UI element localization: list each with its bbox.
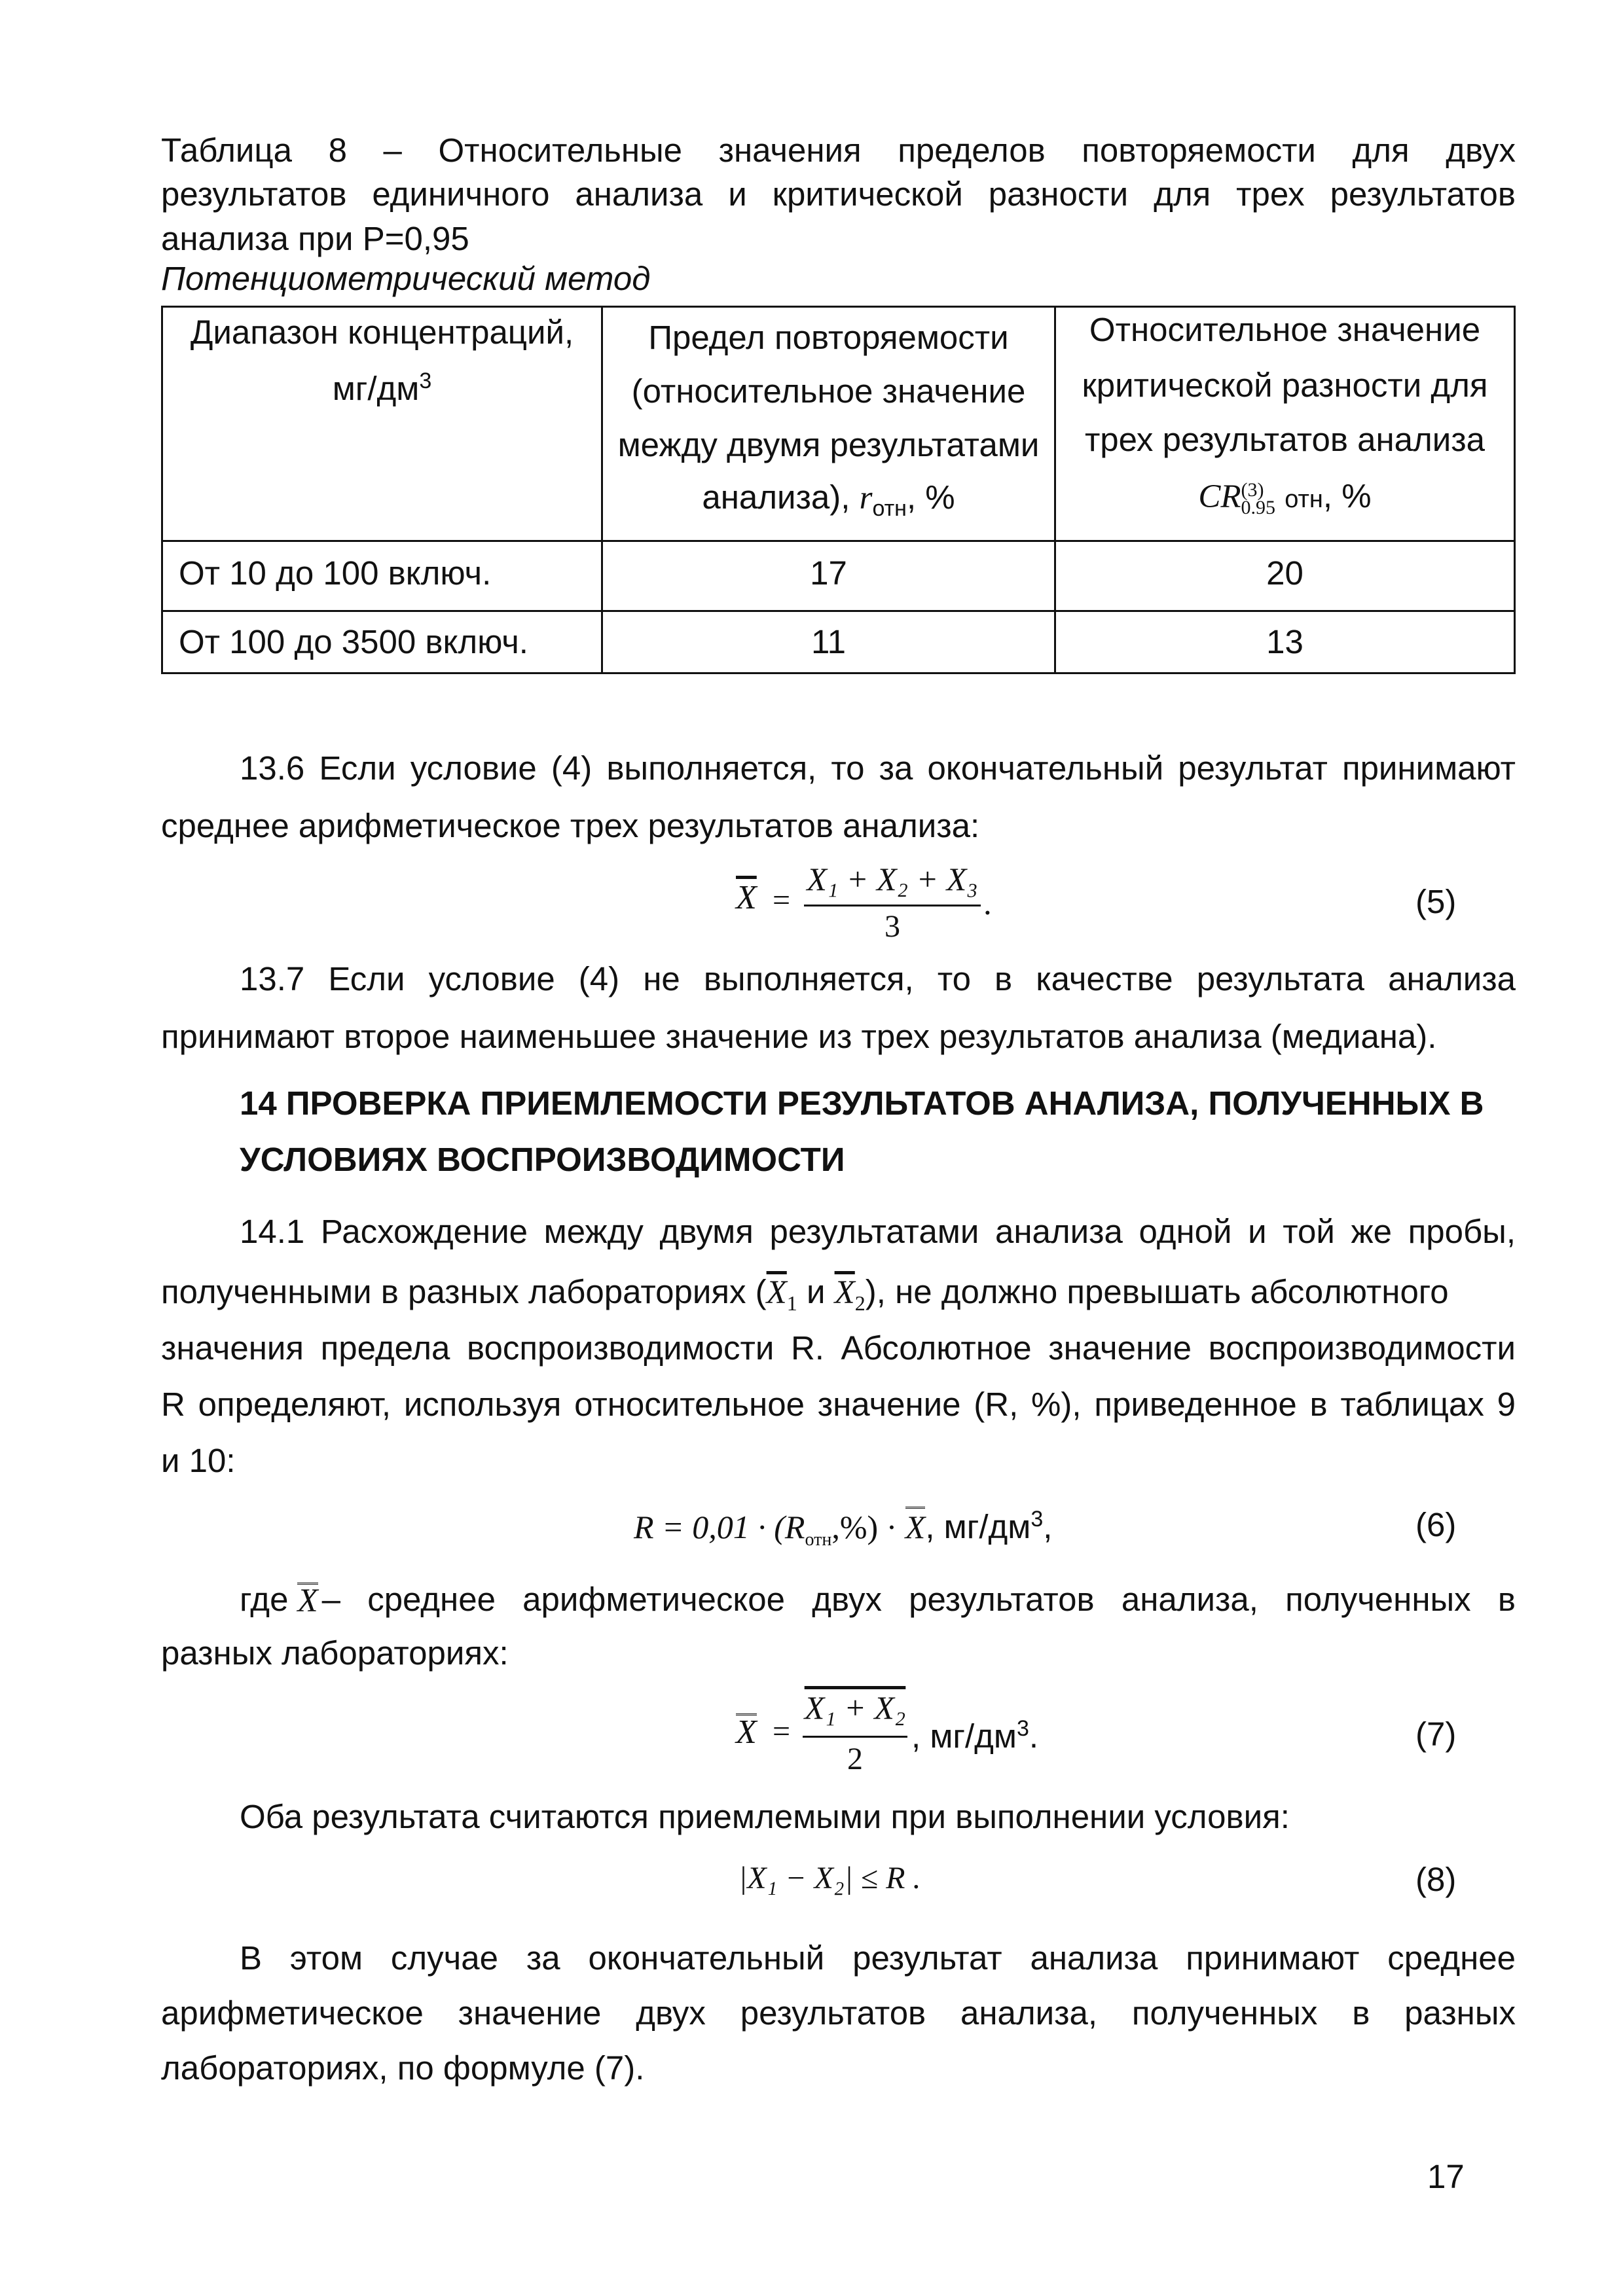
eq7-numerator: X₁ + X₂ xyxy=(804,1689,906,1726)
final-paragraph-line-2: арифметическое значение двух результатов анализа, полученных в разных xyxy=(161,1994,1516,2032)
table-divider xyxy=(163,610,1514,612)
section-heading-line-2: УСЛОВИЯХ ВОСПРОИЗВОДИМОСТИ xyxy=(240,1141,845,1178)
method-title: Потенциометрический метод xyxy=(161,260,651,297)
eq6-expression: $R = 0,01 \cdot (R_{отн},\%) \cdot X$, $мг/дм^3$, xyxy=(634,1507,1053,1551)
eq7-denominator: 2 xyxy=(847,1742,863,1776)
header-repeatability-line-4: анализа), $r_{отн}$, % xyxy=(702,478,955,522)
where-line-1: где X – среднее арифметическое двух результатов анализа, полученных в xyxy=(240,1581,1516,1619)
table-cell-range: От 100 до 3500 включ. xyxy=(179,623,528,660)
table-cell-critical: 13 xyxy=(1266,623,1304,660)
eq8-label: (8) xyxy=(1415,1861,1457,1898)
header-critical-line-2: критической разности для xyxy=(1082,367,1488,404)
header-critical-line-1: Относительное значение xyxy=(1089,311,1481,348)
eq7-label: (7) xyxy=(1415,1715,1457,1753)
table-cell-critical: 20 xyxy=(1266,554,1304,592)
eq7-lhs: X xyxy=(736,1713,757,1751)
eq5-punct: . xyxy=(983,886,992,922)
table-caption-line-3: анализа при Р=0,95 xyxy=(161,220,469,257)
repeatability-table xyxy=(161,306,1516,674)
paragraph-13-6-line-1: 13.6 Если условие (4) выполняется, то за окончательный результат принимают xyxy=(240,749,1516,787)
paragraph-13-7-line-1: 13.7 Если условие (4) не выполняется, то в качестве результата анализа xyxy=(240,960,1516,997)
eq5-denominator: 3 xyxy=(884,909,900,944)
page-number: 17 xyxy=(1427,2158,1465,2195)
where-line-2: разных лабораториях: xyxy=(161,1634,509,1672)
table-cell-range: От 10 до 100 включ. xyxy=(179,554,492,592)
header-critical-line-4: CR (3) 0.95 отн, % xyxy=(1198,477,1372,518)
eq7-unit: , $мг/дм^3$. xyxy=(911,1716,1039,1755)
table-caption-line-1: Таблица 8 – Относительные значения пределов повторяемости для двух xyxy=(161,132,1516,169)
header-range-line-1: Диапазон концентраций, xyxy=(190,314,574,351)
header-range-unit: $мг/дм^3$ xyxy=(332,368,432,407)
header-critical-line-3: трех результатов анализа xyxy=(1084,421,1486,458)
header-repeatability-line-1: Предел повторяемости xyxy=(648,319,1009,356)
table-cell-repeatability: 17 xyxy=(810,554,847,592)
section-heading-line-1: 14 ПРОВЕРКА ПРИЕМЛЕМОСТИ РЕЗУЛЬТАТОВ АНАЛИЗА, ПОЛУЧЕННЫХ В xyxy=(240,1085,1484,1122)
paragraph-14-1-line-1: 14.1 Расхождение между двумя результатами анализа одной и той же пробы, xyxy=(240,1213,1516,1250)
eq7-equals: = xyxy=(773,1714,791,1749)
eq7-fraction-bar xyxy=(803,1736,907,1738)
acceptance-text: Оба результата считаются приемлемыми при выполнении условия: xyxy=(240,1798,1290,1835)
final-paragraph-line-3: лабораториях, по формуле (7). xyxy=(161,2049,645,2087)
final-paragraph-line-1: В этом случае за окончательный результат анализа принимают среднее xyxy=(240,1939,1516,1977)
paragraph-14-1-line-5: и 10: xyxy=(161,1442,236,1479)
table-cell-repeatability: 11 xyxy=(811,623,846,660)
paragraph-13-6-line-2: среднее арифметическое трех результатов анализа: xyxy=(161,807,980,844)
header-repeatability-line-2: (относительное значение xyxy=(631,372,1026,410)
eq5-fraction-bar xyxy=(804,905,981,906)
header-repeatability-line-3: между двумя результатами xyxy=(617,426,1040,463)
eq6-label: (6) xyxy=(1415,1506,1457,1543)
eq5-equals: = xyxy=(773,883,791,918)
eq8-expression: |X₁ − X₂| ≤ R . xyxy=(739,1861,921,1895)
paragraph-14-1-line-3: значения предела воспроизводимости R. Абсолютное значение воспроизводимости xyxy=(161,1329,1516,1367)
eq5-label: (5) xyxy=(1415,883,1457,920)
table-caption-line-2: результатов единичного анализа и критической разности для трех результатов xyxy=(161,175,1516,213)
paragraph-13-7-line-2: принимают второе наименьшее значение из трех результатов анализа (медиана). xyxy=(161,1018,1437,1055)
paragraph-14-1-line-4: R определяют, используя относительное значение (R, %), приведенное в таблицах 9 xyxy=(161,1386,1516,1423)
table-divider xyxy=(163,540,1514,542)
eq5-numerator: X₁ + X₂ + X₃ xyxy=(807,861,978,897)
paragraph-14-1-line-2: полученными в разных лабораториях ($\overline{X}_1$ и $\overline{X}_2$), не должно превышать абсолютного xyxy=(161,1273,1449,1316)
eq5-lhs: $\overline{X}$ xyxy=(736,879,757,916)
